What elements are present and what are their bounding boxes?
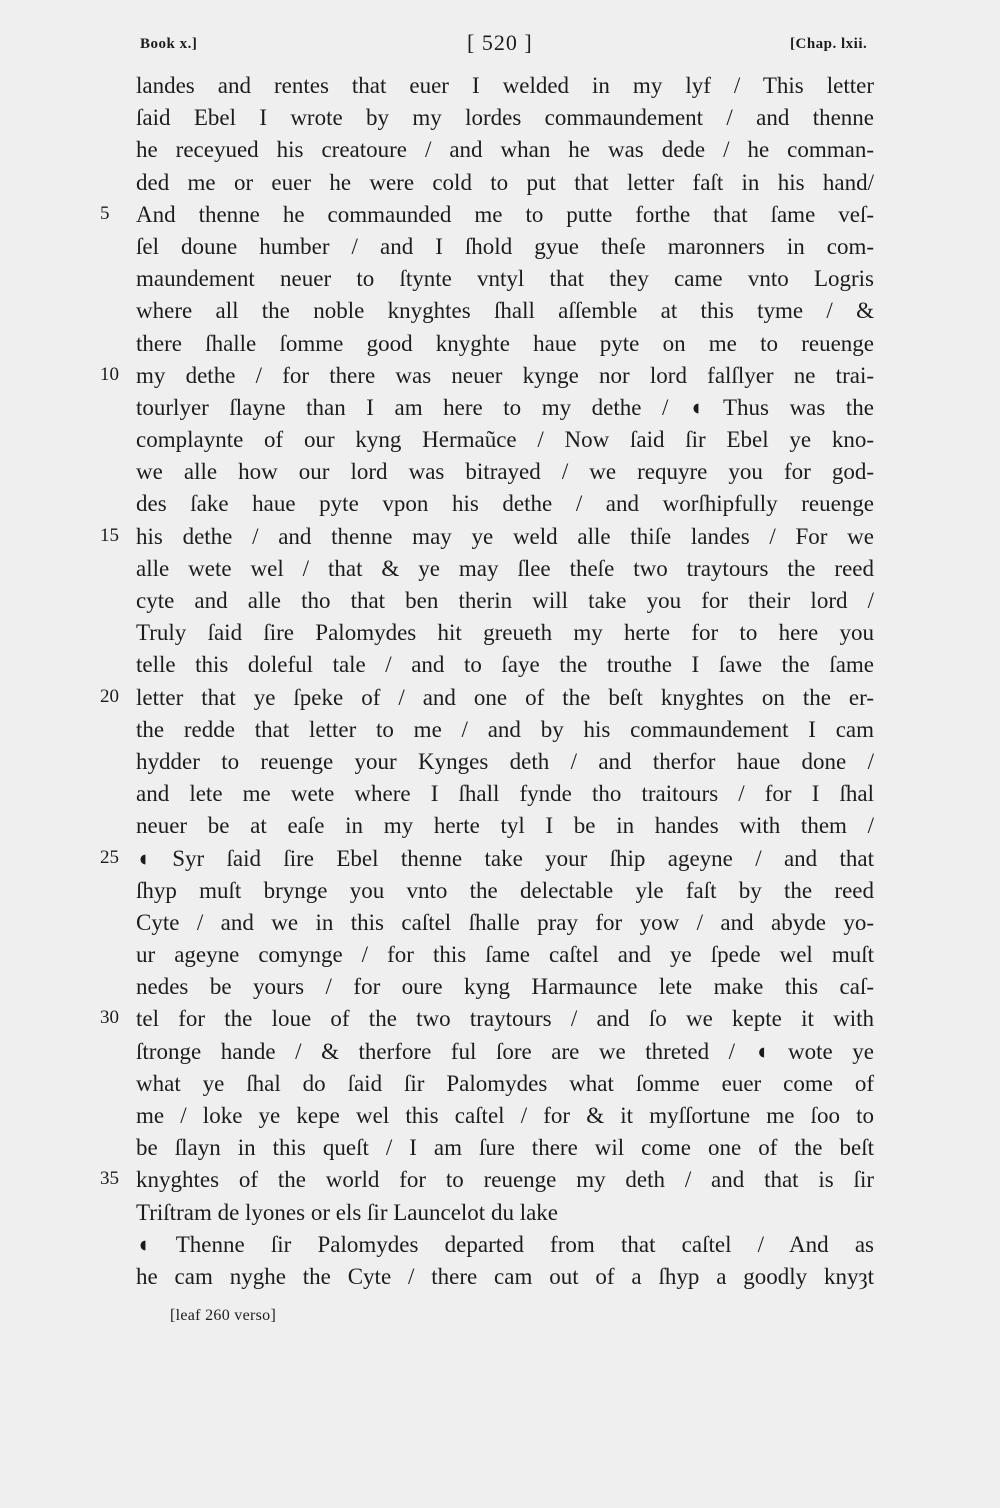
- line-text: we alle how our lord was bitrayed / we requyre you for god-: [136, 459, 874, 485]
- text-line: [0, 1229, 1000, 1261]
- line-text: hydder to reuenge your Kynges deth / and therfor haue done /: [136, 748, 874, 774]
- leaf-note: [leaf 260 verso]: [170, 1307, 277, 1324]
- line-text: Truly ſaid ſire Palomydes hit greueth my herte for to here you: [136, 620, 874, 646]
- text-line: [0, 456, 1000, 488]
- line-number: 35: [100, 1168, 119, 1190]
- line-text: be ſlayn in this queſt / I am ſure there wil come one of the beſt: [136, 1135, 874, 1161]
- text-line: [0, 810, 1000, 842]
- text-line: [0, 875, 1000, 907]
- line-text: what ye ſhal do ſaid ſir Palomydes what ſomme euer come of: [136, 1070, 874, 1096]
- text-line: [0, 553, 1000, 585]
- line-text: ◖ Syr ſaid ſire Ebel thenne take your ſhip ageyne / and that: [136, 845, 874, 871]
- text-line: [0, 1036, 1000, 1068]
- page-number: [ 520 ]: [467, 30, 533, 55]
- line-text: letter that ye ſpeke of / and one of the beſt knyghtes on the er-: [136, 684, 874, 710]
- line-text: nedes be yours / for oure kyng Harmaunce lete make this caſ-: [136, 974, 874, 1000]
- line-text: he cam nyghe the Cyte / there cam out of a ſhyp a goodly knyȝt: [136, 1263, 874, 1289]
- text-line: [0, 682, 1000, 714]
- line-text: ur ageyne comynge / for this ſame caſtel and ye ſpede wel muſt: [136, 942, 874, 968]
- line-text: his dethe / and thenne may ye weld alle thiſe landes / For we: [136, 523, 874, 549]
- line-text: cyte and alle tho that ben therin will take you for their lord /: [136, 588, 874, 613]
- text-line: [0, 939, 1000, 971]
- body-text: [0, 70, 1000, 1293]
- line-text: and lete me wete where I ſhall fynde tho traitours / for I ſhal: [136, 781, 874, 807]
- line-text: And thenne he commaunded me to putte forthe that ſame veſ-: [136, 201, 874, 227]
- line-number: 15: [100, 524, 119, 546]
- chapter-heading: [Chap. lxii.: [790, 36, 868, 52]
- text-line: [0, 1197, 1000, 1229]
- line-text: ◖ Thenne ſir Palomydes departed from that caſtel / And as: [136, 1231, 874, 1257]
- line-text: neuer be at eaſe in my herte tyl I be in handes with them /: [136, 813, 874, 839]
- text-line: [0, 1132, 1000, 1164]
- line-text: ſhyp muſt brynge you vnto the delectable yle faſt by the reed: [136, 877, 874, 903]
- line-text: telle this doleful tale / and to ſaye the trouthe I ſawe the ſame: [136, 652, 874, 678]
- text-line: [0, 649, 1000, 681]
- text-line: [0, 746, 1000, 778]
- line-text: the redde that letter to me / and by his commaundement I cam: [136, 716, 874, 742]
- text-line: [0, 70, 1000, 102]
- line-number: 30: [100, 1007, 119, 1029]
- text-line: [0, 714, 1000, 746]
- text-line: [0, 585, 1000, 617]
- text-line: [0, 102, 1000, 134]
- line-text: knyghtes of the world for to reuenge my deth / and that is ſir: [136, 1167, 874, 1193]
- text-line: [0, 1003, 1000, 1035]
- text-line: [0, 843, 1000, 875]
- line-text: there ſhalle ſomme good knyghte haue pyte on me to reuenge: [136, 330, 874, 356]
- line-text: landes and rentes that euer I welded in my lyf / This letter: [136, 73, 874, 98]
- text-line: [0, 778, 1000, 810]
- line-text: des ſake haue pyte vpon his dethe / and worſhipfully reuenge: [136, 491, 874, 517]
- text-line: [0, 167, 1000, 199]
- line-text: my dethe / for there was neuer kynge nor lord falſlyer ne trai-: [136, 362, 874, 388]
- text-line: [0, 488, 1000, 520]
- line-text: ſaid Ebel I wrote by my lordes commaundement / and thenne: [136, 105, 874, 131]
- line-text: Triſtram de lyones or els ſir Launcelot du lake: [136, 1199, 558, 1225]
- line-text: alle wete wel / that & ye may ſlee theſe two traytours the reed: [136, 555, 874, 581]
- line-text: complaynte of our kyng Hermaũce / Now ſaid ſir Ebel ye kno-: [136, 427, 874, 453]
- text-line: [0, 1261, 1000, 1293]
- text-line: [0, 328, 1000, 360]
- line-text: me / loke ye kepe wel this caſtel / for & it myſſortune me ſoo to: [136, 1103, 874, 1128]
- text-line: [0, 1068, 1000, 1100]
- line-number: 10: [100, 363, 119, 385]
- line-text: maundement neuer to ſtynte vntyl that they came vnto Logris: [136, 266, 874, 292]
- text-line: [0, 360, 1000, 392]
- running-header: [0, 30, 1000, 60]
- line-number: 20: [100, 685, 119, 707]
- text-line: [0, 199, 1000, 231]
- line-text: he receyued his creatoure / and whan he was dede / he comman-: [136, 137, 874, 163]
- line-text: ded me or euer he were cold to put that letter faſt in his hand/: [136, 169, 874, 195]
- text-line: [0, 295, 1000, 327]
- line-text: tourlyer ſlayne than I am here to my dethe / ◖ Thus was the: [136, 394, 874, 420]
- text-line: [0, 263, 1000, 295]
- text-line: [0, 424, 1000, 456]
- text-line: [0, 231, 1000, 263]
- line-number: 5: [100, 202, 110, 224]
- text-line: [0, 1100, 1000, 1132]
- text-line: [0, 134, 1000, 166]
- line-text: where all the noble knyghtes ſhall aſſemble at this tyme / &: [136, 298, 874, 324]
- text-line: [0, 617, 1000, 649]
- text-line: [0, 1164, 1000, 1196]
- line-text: ſel doune humber / and I ſhold gyue theſe maronners in com-: [136, 233, 874, 259]
- text-line: [0, 521, 1000, 553]
- line-text: tel for the loue of the two traytours / and ſo we kepte it with: [136, 1006, 874, 1032]
- line-number: 25: [100, 846, 119, 868]
- text-line: [0, 392, 1000, 424]
- text-line: [0, 971, 1000, 1003]
- line-text: ſtronge hande / & therfore ful ſore are we threted / ◖ wote ye: [136, 1038, 874, 1064]
- line-text: Cyte / and we in this caſtel ſhalle pray for yow / and abyde yo-: [136, 909, 874, 935]
- book-heading: Book x.]: [140, 36, 198, 52]
- text-line: [0, 907, 1000, 939]
